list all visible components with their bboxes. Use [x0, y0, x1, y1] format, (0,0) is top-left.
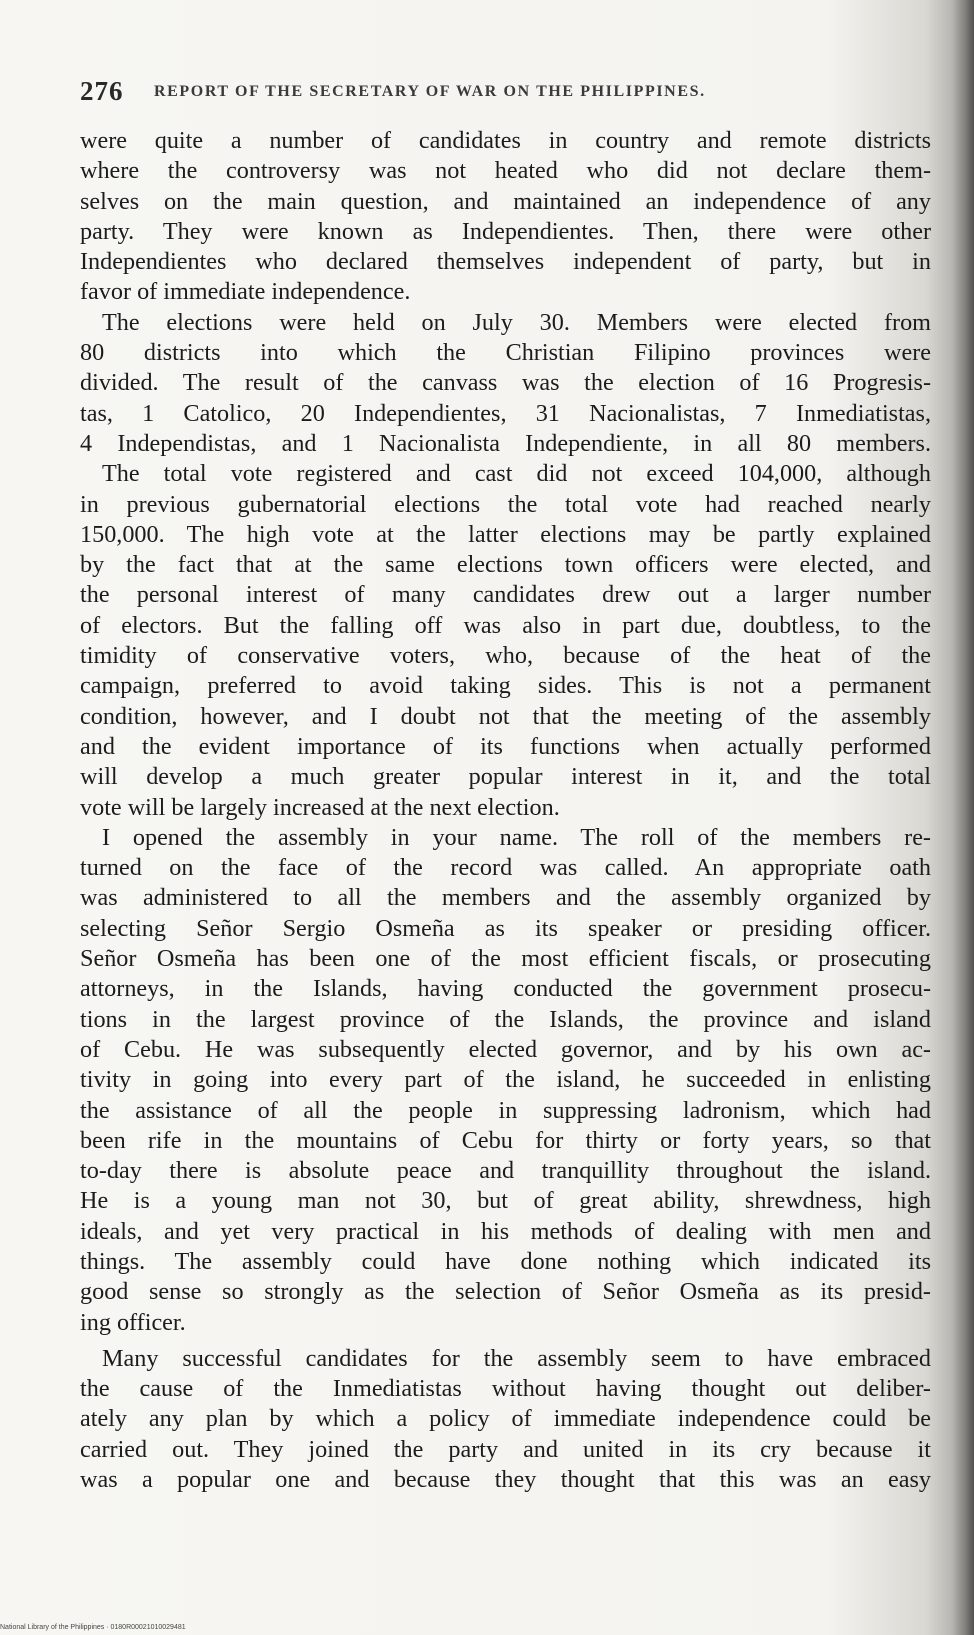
text-line: turned on the face of the record was called. An appropriate oath	[80, 854, 931, 882]
text-line: ing officer.	[80, 1308, 186, 1336]
text-line: to-day there is absolute peace and tranquillity throughout the island.	[80, 1157, 931, 1185]
text-line: the assistance of all the people in suppressing ladronism, which had	[80, 1096, 931, 1124]
text-line: ideals, and yet very practical in his methods of dealing with men and	[80, 1217, 931, 1245]
text-line: where the controversy was not heated who did not declare them-	[80, 157, 931, 185]
text-line: been rife in the mountains of Cebu for thirty or forty years, so that	[80, 1126, 931, 1154]
page-header	[80, 76, 900, 112]
text-line: 150,000. The high vote at the latter elections may be partly explained	[80, 520, 931, 548]
text-line: 4 Independistas, and 1 Nacionalista Independiente, in all 80 members.	[80, 429, 931, 457]
text-line: vote will be largely increased at the next election.	[80, 793, 560, 821]
text-line: Señor Osmeña has been one of the most efficient fiscals, or prosecuting	[80, 945, 931, 973]
text-line: by the fact that at the same elections town officers were elected, and	[80, 551, 931, 579]
text-line: were quite a number of candidates in country and remote districts	[80, 127, 931, 154]
text-line: carried out. They joined the party and united in its cry because it	[80, 1435, 931, 1463]
text-line: of Cebu. He was subsequently elected governor, and by his own ac-	[80, 1035, 931, 1063]
text-line: selecting Señor Sergio Osmeña as its speaker or presiding officer.	[80, 914, 931, 942]
body-text	[80, 126, 931, 1495]
text-line: good sense so strongly as the selection of Señor Osmeña as its presid-	[80, 1278, 931, 1306]
text-line: tions in the largest province of the Islands, the province and island	[80, 1005, 931, 1033]
text-line: Many successful candidates for the assembly seem to have embraced	[102, 1344, 931, 1372]
text-line: of electors. But the falling off was also in part due, doubtless, to the	[80, 611, 931, 639]
text-line: will develop a much greater popular interest in it, and the total	[80, 763, 931, 791]
scan-attribution: National Library of the Philippines · 0180R00021010029481	[0, 1624, 186, 1631]
paragraph-4	[80, 823, 931, 1338]
text-line: Independientes who declared themselves independent of party, but in	[80, 248, 931, 276]
text-line: condition, however, and I doubt not that the meeting of the assembly	[80, 702, 931, 730]
text-line: tas, 1 Catolico, 20 Independientes, 31 Nacionalistas, 7 Inmediatistas,	[80, 399, 931, 427]
text-line: He is a young man not 30, but of great ability, shrewdness, high	[80, 1187, 931, 1215]
text-line: The total vote registered and cast did not exceed 104,000, although	[102, 460, 931, 488]
text-line: attorneys, in the Islands, having conducted the government prosecu-	[80, 975, 931, 1003]
paragraph-5	[80, 1344, 931, 1495]
paragraph-3	[80, 459, 931, 823]
text-line: things. The assembly could have done nothing which indicated its	[80, 1247, 931, 1275]
text-line: timidity of conservative voters, who, because of the heat of the	[80, 642, 931, 670]
paragraph-1	[80, 126, 931, 308]
running-title: REPORT OF THE SECRETARY OF WAR ON THE PHILIPPINES.	[154, 83, 706, 100]
text-line: was administered to all the members and the assembly organized by	[80, 884, 931, 912]
text-line: was a popular one and because they thought that this was an easy	[80, 1466, 931, 1494]
text-line: selves on the main question, and maintained an independence of any	[80, 187, 931, 215]
text-line: divided. The result of the canvass was the election of 16 Progresis-	[80, 369, 931, 397]
text-line: I opened the assembly in your name. The roll of the members re-	[102, 823, 931, 851]
text-line: in previous gubernatorial elections the total vote had reached nearly	[80, 490, 931, 518]
text-line: ately any plan by which a policy of immediate independence could be	[80, 1405, 931, 1433]
text-line: favor of immediate independence.	[80, 278, 411, 306]
text-line: tivity in going into every part of the island, he succeeded in enlisting	[80, 1066, 931, 1094]
text-line: the personal interest of many candidates drew out a larger number	[80, 581, 931, 609]
paragraph-2	[80, 308, 931, 459]
text-line: campaign, preferred to avoid taking sides. This is not a permanent	[80, 672, 931, 700]
page-number: 276	[80, 76, 124, 106]
text-line: party. They were known as Independientes. Then, there were other	[80, 217, 931, 245]
scan-shadow-edge	[952, 0, 974, 1635]
text-line: and the evident importance of its functions when actually performed	[80, 732, 931, 760]
text-line: 80 districts into which the Christian Filipino provinces were	[80, 339, 931, 367]
text-line: the cause of the Inmediatistas without having thought out deliber-	[80, 1375, 931, 1403]
text-line: The elections were held on July 30. Members were elected from	[102, 308, 931, 336]
